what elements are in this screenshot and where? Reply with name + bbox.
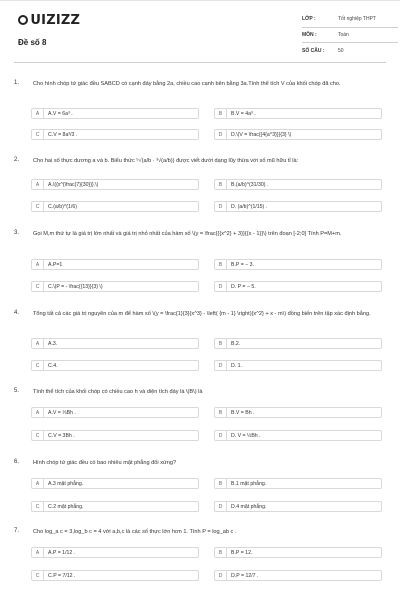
question-text: Gọi M,m thứ tự là giá trị lớn nhất và giá trị nhỏ nhất của hàm số \(y = \frac{{{x^2} + 3}}{{x - 1}}\) trên đoạn [-2;0] Tính P=M+m. — [33, 231, 342, 237]
option-letter: D — [215, 431, 227, 440]
option-a[interactable] — [31, 338, 199, 349]
option-letter: C — [32, 571, 44, 580]
meta-row-subject — [302, 28, 398, 44]
top-border — [0, 0, 400, 1]
option-d[interactable] — [214, 201, 382, 212]
option-text: C.V = 3Bh . — [48, 432, 75, 439]
option-text: D.4 mặt phẳng. — [231, 503, 267, 510]
option-text: D. 1. — [231, 362, 242, 369]
option-text: A.3 mặt phẳng. — [48, 480, 84, 487]
option-text: D.P = 12/7 . — [231, 572, 259, 579]
option-letter: D — [215, 130, 227, 139]
question-2 — [14, 157, 386, 219]
option-letter: D — [215, 202, 227, 211]
meta-row-count — [302, 43, 398, 59]
option-b[interactable] — [214, 407, 382, 418]
option-a[interactable] — [31, 179, 199, 190]
option-text: B.P = 12. — [231, 549, 253, 556]
question-5 — [14, 388, 386, 448]
option-c[interactable] — [31, 360, 199, 371]
brand-logo — [18, 13, 80, 28]
option-d[interactable] — [214, 501, 382, 512]
option-letter: C — [32, 130, 44, 139]
option-text: C.2 mặt phẳng. — [48, 503, 84, 510]
option-letter: B — [215, 408, 227, 417]
option-text: A.3. — [48, 340, 58, 347]
option-letter: B — [215, 260, 227, 269]
question-number: 7. — [14, 528, 20, 534]
question-number: 6. — [14, 459, 20, 465]
option-text: C.\(P = - \frac{{13}}{3} \) — [48, 283, 103, 290]
question-number: 5. — [14, 388, 20, 394]
meta-value: Toán — [338, 31, 349, 38]
question-7 — [14, 528, 386, 590]
option-a[interactable] — [31, 259, 199, 270]
option-letter: C — [32, 431, 44, 440]
option-letter: B — [215, 479, 227, 488]
option-text: B.1 mặt phẳng. — [231, 480, 267, 487]
exam-title: Đề số 8 — [18, 38, 47, 47]
meta-label: LỚP : — [302, 16, 316, 23]
question-text: Cho hai số thực dương a và b. Biểu thức ⁵√(a/b · ³√(a/b)) được viết dưới dạng lũy thừa với số mũ hữu tỉ là: — [33, 158, 299, 164]
option-text: B.P = − 3. — [231, 261, 254, 268]
exam-meta — [302, 12, 398, 59]
option-letter: D — [215, 282, 227, 291]
question-number: 4. — [14, 310, 20, 316]
option-text: D.\(V = \frac{{4{a^3}}}{3} \) — [231, 131, 292, 138]
option-d[interactable] — [214, 570, 382, 581]
option-text: D. V = ½Bh . — [231, 432, 261, 439]
option-a[interactable] — [31, 108, 199, 119]
option-c[interactable] — [31, 201, 199, 212]
option-text: C.(a/b)^(1/6) — [48, 203, 77, 210]
option-c[interactable] — [31, 501, 199, 512]
meta-value: 50 — [338, 47, 344, 54]
option-d[interactable] — [214, 430, 382, 441]
option-text: B.V = Bh . — [231, 409, 255, 416]
option-letter: D — [215, 571, 227, 580]
option-letter: C — [32, 202, 44, 211]
option-text: A.V = ⅓Bh . — [48, 409, 76, 416]
option-text: A.P=1 — [48, 261, 63, 268]
brand-name-visible: UIZIZZ — [30, 13, 81, 28]
option-c[interactable] — [31, 129, 199, 140]
option-letter: C — [32, 282, 44, 291]
option-text: C.4. — [48, 362, 58, 369]
question-text: Cho hình chóp tứ giác đều SABCD có cạnh đáy bằng 2a, chiều cao cạnh bên bằng 3a.Tính thể tích V của khối chóp đã cho. — [33, 81, 341, 87]
option-text: C.P = 7/12 . — [48, 572, 76, 579]
option-d[interactable] — [214, 129, 382, 140]
option-text: B.2. — [231, 340, 241, 347]
option-letter: A — [32, 408, 44, 417]
option-c[interactable] — [31, 430, 199, 441]
option-text: D. P = − 5. — [231, 283, 256, 290]
option-c[interactable] — [31, 570, 199, 581]
meta-label: SỐ CÂU : — [302, 47, 325, 54]
option-text: B.(a/b)^(31/30) . — [231, 181, 269, 188]
option-d[interactable] — [214, 281, 382, 292]
question-6 — [14, 459, 386, 517]
question-text: Tính thể tích của khối chóp có chiều cao h và diện tích đáy là \(B\) là — [33, 389, 203, 395]
option-letter: B — [215, 548, 227, 557]
option-letter: B — [215, 180, 227, 189]
option-text: A.V = 6a³ . — [48, 110, 73, 117]
question-number: 2. — [14, 157, 20, 163]
option-letter: B — [215, 339, 227, 348]
option-letter: C — [32, 361, 44, 370]
option-text: B.V = 4a³ . — [231, 110, 256, 117]
header-divider — [14, 62, 386, 63]
option-letter: A — [32, 109, 44, 118]
option-letter: A — [32, 479, 44, 488]
meta-label: MÔN : — [302, 31, 317, 38]
option-text: C.V = 8a³/3 . — [48, 131, 78, 138]
option-b[interactable] — [214, 108, 382, 119]
quizizz-logo-icon — [18, 15, 28, 25]
option-a[interactable] — [31, 407, 199, 418]
question-number: 1. — [14, 80, 20, 86]
option-a[interactable] — [31, 547, 199, 558]
question-text: Tổng tất cả các giá trị nguyên của m để hàm số \(y = \frac{1}{3}{x^3} - \left( {m - 1} \right){x^2} + x - m\) đồng biến trên tập xác định bằng. — [33, 311, 371, 317]
question-4 — [14, 310, 386, 378]
option-d[interactable] — [214, 360, 382, 371]
option-letter: A — [32, 548, 44, 557]
option-letter: A — [32, 260, 44, 269]
option-b[interactable] — [214, 478, 382, 489]
meta-value: Tốt nghiệp THPT — [338, 16, 376, 23]
option-text: D. (a/b)^(1/15) . — [231, 203, 268, 210]
question-number: 3. — [14, 230, 20, 236]
option-b[interactable] — [214, 547, 382, 558]
option-c[interactable] — [31, 281, 199, 292]
option-letter: A — [32, 180, 44, 189]
meta-row-class — [302, 12, 398, 28]
option-text: A.\({x^{\frac{7}{30}}}.\) — [48, 181, 99, 188]
question-1 — [14, 80, 386, 150]
question-text: Hình chóp tứ giác đều có bao nhiêu mặt phẳng đối xứng? — [33, 460, 177, 466]
option-a[interactable] — [31, 478, 199, 489]
option-b[interactable] — [214, 338, 382, 349]
worksheet-header — [14, 10, 386, 62]
option-b[interactable] — [214, 259, 382, 270]
option-letter: D — [215, 361, 227, 370]
option-b[interactable] — [214, 179, 382, 190]
option-text: A.P = 1/12 . — [48, 549, 76, 556]
option-letter: D — [215, 502, 227, 511]
option-letter: C — [32, 502, 44, 511]
option-letter: B — [215, 109, 227, 118]
question-3 — [14, 230, 386, 300]
question-text: Cho log_a c = 3,log_b c = 4 với a,b,c là các số thực lớn hơn 1. Tính P = log_ab c . — [33, 529, 237, 535]
option-letter: A — [32, 339, 44, 348]
